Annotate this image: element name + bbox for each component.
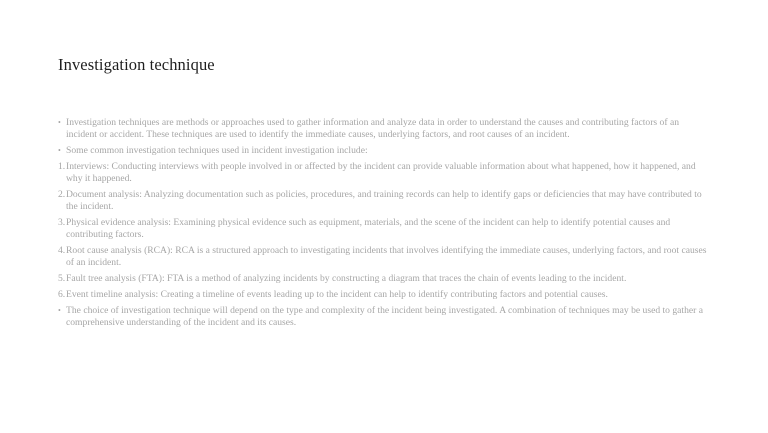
- list-item: [58, 273, 708, 285]
- list-item: [58, 245, 708, 269]
- list-item-text: Fault tree analysis (FTA): FTA is a method of analyzing incidents by constructing a diagram that traces the chain of events leading to the incident.: [66, 273, 627, 284]
- list-item-text: Document analysis: Analyzing documentation such as policies, procedures, and training records can help to identify gaps or deficiencies that may have contributed to the incident.: [66, 189, 702, 212]
- number-marker: 1.: [58, 161, 66, 172]
- list-item: [58, 117, 708, 141]
- list-item-text: Physical evidence analysis: Examining physical evidence such as equipment, materials, and the scene of the incident can help to identify potential causes and contributing factors.: [66, 217, 671, 240]
- list-item: [58, 217, 708, 241]
- bullet-marker: •: [58, 118, 61, 127]
- number-marker: 4.: [58, 245, 66, 256]
- list-item-text: Event timeline analysis: Creating a timeline of events leading up to the incident can help to identify contributing factors and potential causes.: [66, 289, 608, 300]
- list-item-text: Investigation techniques are methods or approaches used to gather information and analyze data in order to understand the causes and contributing factors of an incident or accident. These techniques are used to identify the immediate causes, underlying factors, and root causes of an incident.: [66, 117, 679, 140]
- number-marker: 3.: [58, 217, 66, 228]
- list-item-text: Interviews: Conducting interviews with people involved in or affected by the incident can provide valuable information about what happened, how it happened, and why it happened.: [66, 161, 696, 184]
- number-marker: 5.: [58, 273, 66, 284]
- bullet-marker: •: [58, 306, 61, 315]
- list-item: [58, 145, 708, 157]
- list-item: [58, 289, 708, 301]
- list-item-text: Some common investigation techniques used in incident investigation include:: [66, 145, 368, 156]
- number-marker: 6.: [58, 289, 66, 300]
- list-item: [58, 189, 708, 213]
- bullet-marker: •: [58, 146, 61, 155]
- list-item-text: Root cause analysis (RCA): RCA is a structured approach to investigating incidents that involves identifying the immediate causes, underlying factors, and root causes of an incident.: [66, 245, 707, 268]
- list-item: [58, 161, 708, 185]
- content-list: [58, 117, 708, 333]
- slide-title: Investigation technique: [58, 55, 215, 74]
- list-item-text: The choice of investigation technique will depend on the type and complexity of the incident being investigated. A combination of techniques may be used to gather a comprehensive understanding of the incident and its causes.: [66, 305, 704, 328]
- number-marker: 2.: [58, 189, 66, 200]
- list-item: [58, 305, 708, 329]
